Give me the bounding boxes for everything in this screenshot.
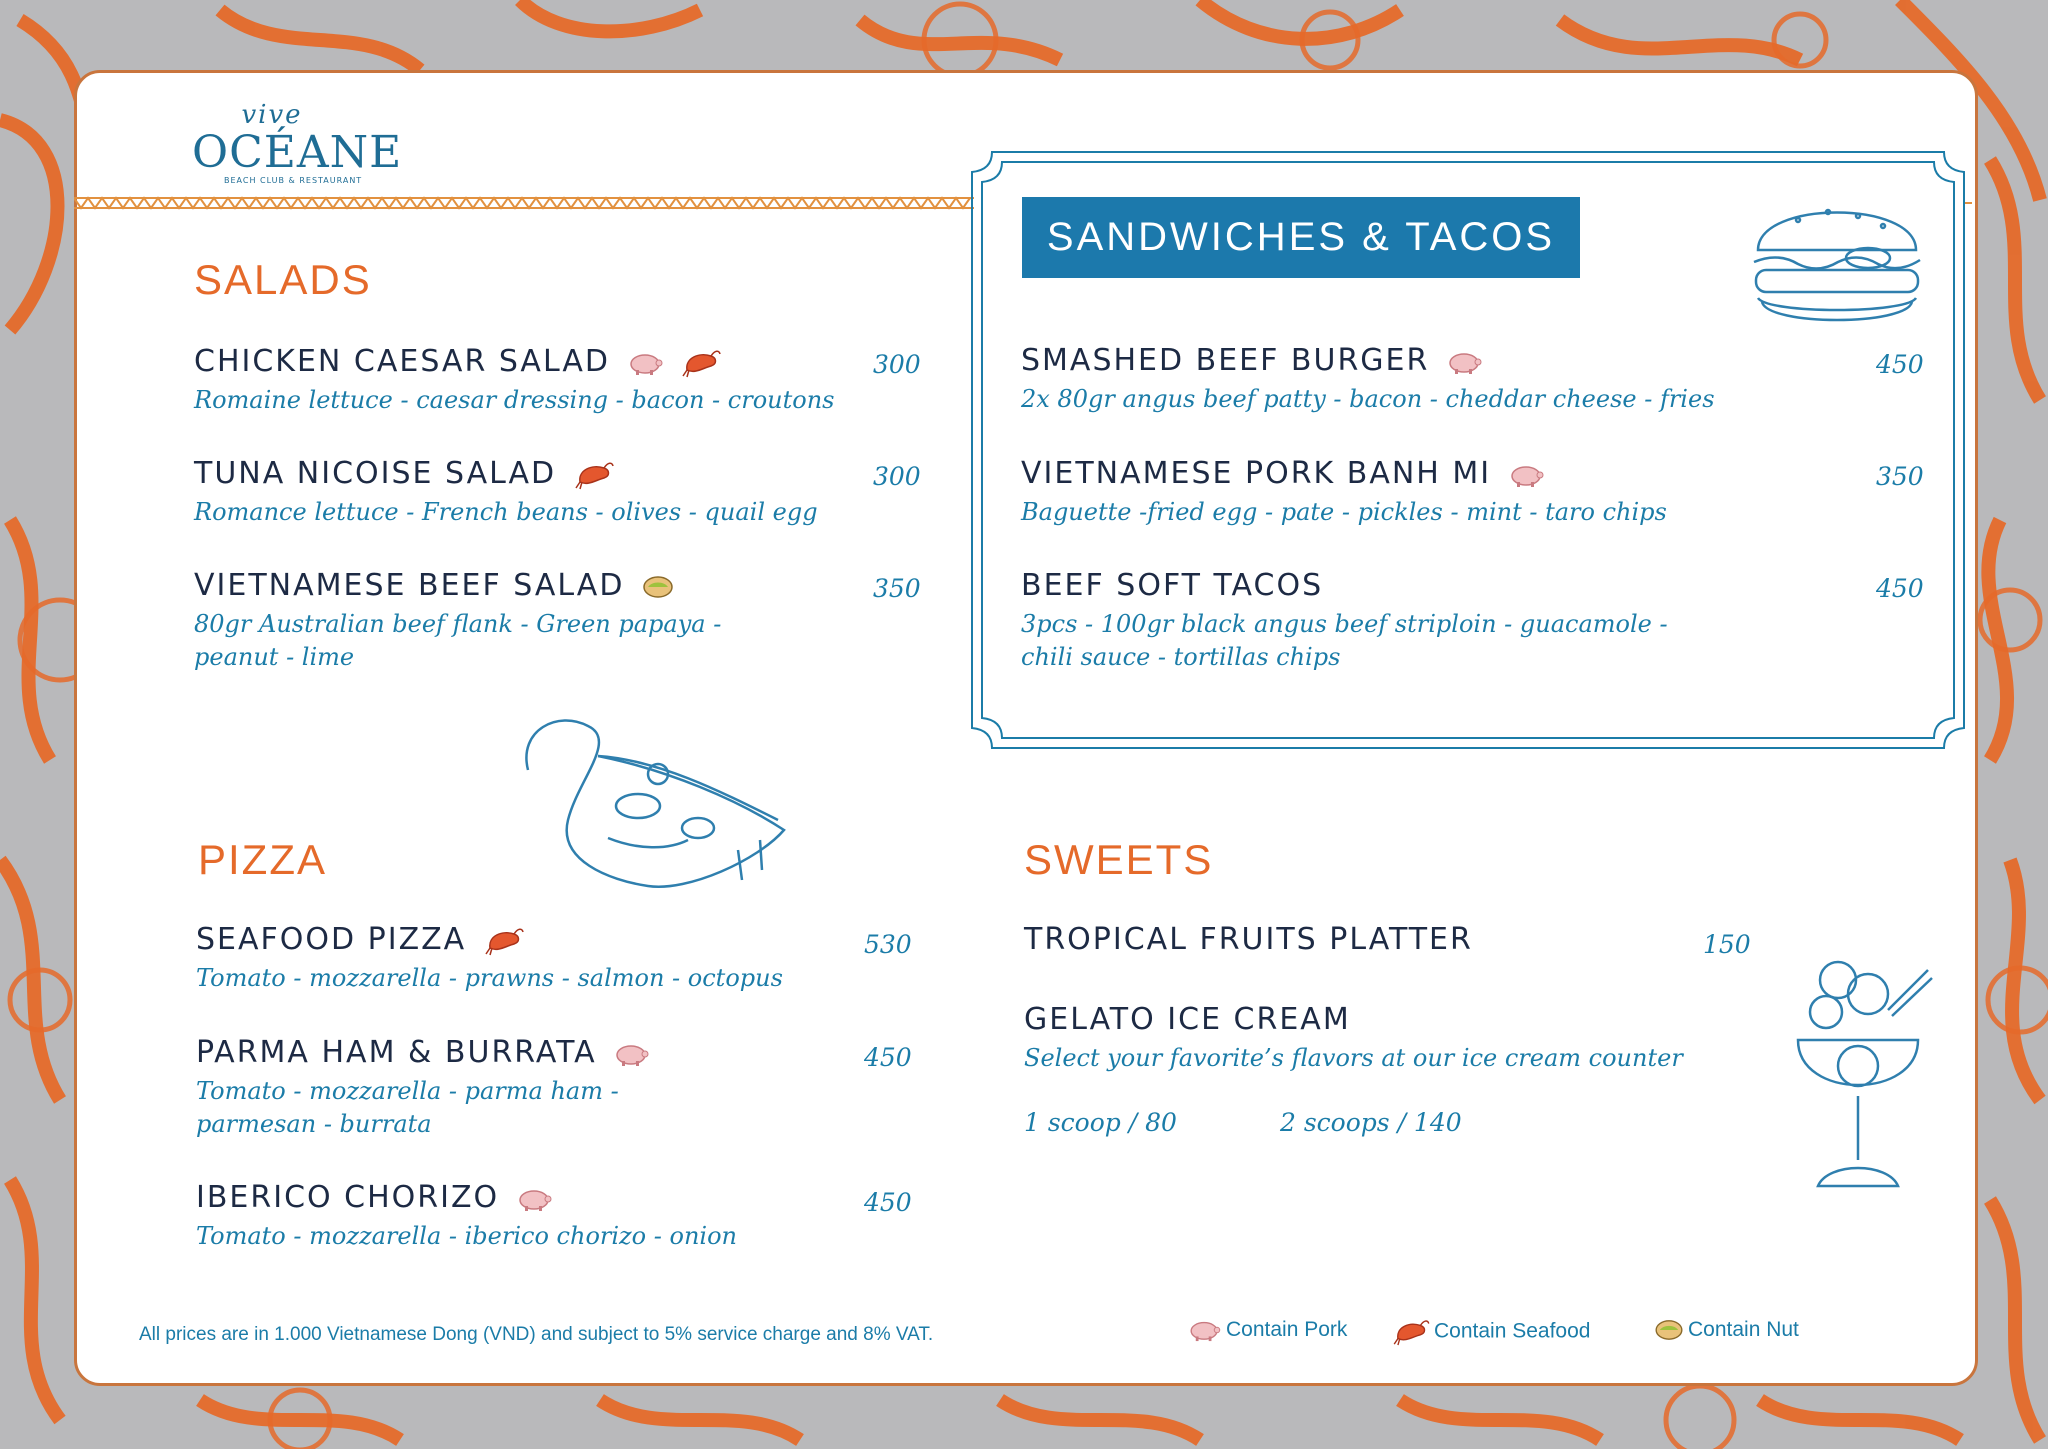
pork-icon xyxy=(628,350,664,376)
pork-icon xyxy=(1509,462,1545,488)
item-description xyxy=(196,1075,619,1141)
item-description: 2x 80gr angus beef patty - bacon - cheddar cheese - fries xyxy=(1021,385,1715,413)
price: 450 xyxy=(864,1043,912,1072)
item-name: VIETNAMESE PORK BANH MI xyxy=(1021,456,1492,491)
nut-icon xyxy=(642,575,674,599)
item-name: PARMA HAM & BURRATA xyxy=(196,1035,597,1070)
legend-pork xyxy=(1188,1318,1347,1342)
ice-cream-illustration xyxy=(1778,950,1938,1206)
desc-line: peanut - lime xyxy=(194,643,355,671)
item-name: CHICKEN CAESAR SALAD xyxy=(194,344,610,379)
item-name: GELATO ICE CREAM xyxy=(1024,1002,1351,1037)
item-description: Baguette -fried egg - pate - pickles - mint - taro chips xyxy=(1021,498,1667,526)
pork-icon xyxy=(517,1186,553,1212)
menu-item-gelato xyxy=(1024,1002,1351,1037)
gelato-option-two-scoops: 2 scoops / 140 xyxy=(1280,1108,1462,1137)
menu-item-beef-soft-tacos xyxy=(1021,568,1323,603)
price: 150 xyxy=(1703,930,1751,959)
seafood-icon xyxy=(574,460,614,490)
sandwiches-title: SANDWICHES & TACOS xyxy=(1022,197,1580,278)
legend-seafood xyxy=(1392,1318,1590,1346)
burger-illustration xyxy=(1748,190,1926,330)
menu-item-tuna-nicoise xyxy=(194,456,614,491)
price: 450 xyxy=(864,1188,912,1217)
seafood-icon xyxy=(484,926,524,956)
menu-item-vietnamese-beef-salad xyxy=(194,568,674,603)
price: 450 xyxy=(1876,574,1924,603)
item-name: VIETNAMESE BEEF SALAD xyxy=(194,568,625,603)
pork-icon xyxy=(1447,349,1483,375)
item-description xyxy=(194,608,721,674)
price-note: All prices are in 1.000 Vietnamese Dong (VND) and subject to 5% service charge and 8% VAT. xyxy=(139,1324,934,1345)
item-name: IBERICO CHORIZO xyxy=(196,1180,500,1215)
legend-label: Contain Nut xyxy=(1688,1318,1799,1341)
desc-line: Tomato - mozzarella - parma ham - xyxy=(196,1077,619,1105)
brand-name: OCÉANE xyxy=(192,127,403,178)
pizza-illustration xyxy=(498,710,788,900)
salads-title: SALADS xyxy=(194,256,372,303)
item-description: Romance lettuce - French beans - olives - quail egg xyxy=(194,498,818,526)
price: 300 xyxy=(873,350,921,379)
sweets-title: SWEETS xyxy=(1024,836,1214,883)
item-name: TUNA NICOISE SALAD xyxy=(194,456,557,491)
gelato-option-one-scoop: 1 scoop / 80 xyxy=(1024,1108,1177,1137)
item-name: SEAFOOD PIZZA xyxy=(196,922,467,957)
price: 300 xyxy=(873,462,921,491)
item-description: Romaine lettuce - caesar dressing - bacon - croutons xyxy=(194,386,835,414)
menu-item-chicken-caesar xyxy=(194,344,721,379)
desc-line: chili sauce - tortillas chips xyxy=(1021,643,1341,671)
price: 350 xyxy=(1876,462,1924,491)
menu-item-tropical-fruits xyxy=(1024,922,1473,957)
desc-line: 80gr Australian beef flank - Green papaya - xyxy=(194,610,722,638)
brand-tagline: BEACH CLUB & RESTAURANT xyxy=(224,176,363,185)
menu-item-smashed-beef-burger xyxy=(1021,343,1483,378)
menu-item-iberico-chorizo xyxy=(196,1180,553,1215)
desc-line: parmesan - burrata xyxy=(196,1110,432,1138)
item-name: BEEF SOFT TACOS xyxy=(1021,568,1324,603)
menu-item-banh-mi xyxy=(1021,456,1545,491)
seafood-icon xyxy=(1392,1318,1430,1346)
nut-icon xyxy=(1654,1319,1684,1341)
seafood-icon xyxy=(681,348,721,378)
item-description: Tomato - mozzarella - prawns - salmon - octopus xyxy=(196,964,783,992)
legend-label: Contain Pork xyxy=(1226,1318,1348,1341)
pork-icon xyxy=(1188,1318,1222,1342)
price: 530 xyxy=(864,930,912,959)
item-description: Tomato - mozzarella - iberico chorizo - onion xyxy=(196,1222,737,1250)
pizza-title: PIZZA xyxy=(198,836,328,883)
legend-label: Contain Seafood xyxy=(1434,1319,1591,1343)
desc-line: 3pcs - 100gr black angus beef striploin - guacamole - xyxy=(1021,610,1668,638)
brand-script: vive xyxy=(241,100,303,130)
item-description xyxy=(1021,608,1668,674)
item-name: TROPICAL FRUITS PLATTER xyxy=(1024,922,1473,957)
item-name: SMASHED BEEF BURGER xyxy=(1021,343,1430,378)
legend-nut xyxy=(1654,1318,1799,1342)
pork-icon xyxy=(614,1041,650,1067)
item-description: Select your favorite’s flavors at our ice cream counter xyxy=(1024,1044,1683,1072)
price: 350 xyxy=(873,574,921,603)
menu-item-seafood-pizza xyxy=(196,922,524,957)
price: 450 xyxy=(1876,350,1924,379)
brand-logo xyxy=(192,100,403,185)
menu-item-parma-ham-burrata xyxy=(196,1035,650,1070)
